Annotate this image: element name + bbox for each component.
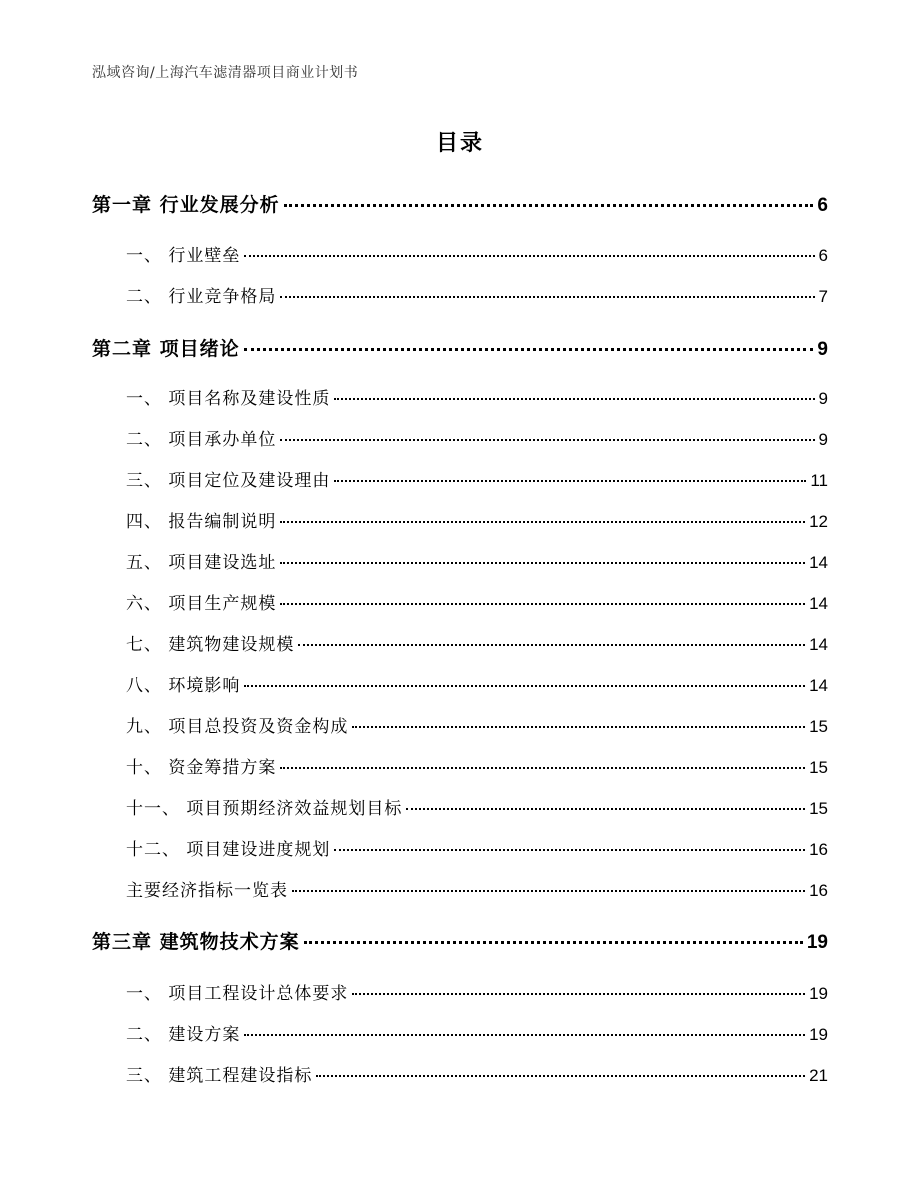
toc-section[interactable] — [126, 671, 828, 696]
toc-entry-label: 第二章 项目绪论 — [92, 338, 240, 360]
toc-page-number: 16 — [809, 840, 828, 859]
dot-leader — [280, 296, 814, 298]
dot-leader — [352, 993, 805, 995]
dot-leader — [292, 890, 805, 892]
dot-leader — [334, 398, 814, 400]
toc-page-number: 9 — [818, 430, 828, 449]
toc-page-number: 6 — [818, 246, 828, 265]
toc-page-number: 14 — [809, 635, 828, 654]
toc-entry-label: 十二、 项目建设进度规划 — [126, 840, 331, 860]
toc-page-number: 14 — [809, 553, 828, 572]
running-header: 泓域咨询/上海汽车滤清器项目商业计划书 — [92, 65, 359, 81]
toc-entry-label: 三、 项目定位及建设理由 — [126, 471, 331, 491]
toc-page-number: 19 — [809, 1025, 828, 1044]
toc-section[interactable] — [126, 630, 828, 655]
toc-page-number: 14 — [809, 594, 828, 613]
toc-entry-label: 四、 报告编制说明 — [126, 512, 277, 532]
toc-page-number: 16 — [809, 881, 828, 900]
toc-entry-label: 二、 项目承办单位 — [126, 430, 277, 450]
toc-page-number: 11 — [810, 471, 828, 490]
toc-section[interactable] — [126, 282, 828, 307]
toc-entry-label: 十、 资金筹措方案 — [126, 758, 277, 778]
dot-leader — [280, 562, 805, 564]
toc-entry-label: 第一章 行业发展分析 — [92, 194, 280, 216]
toc-page-number: 7 — [818, 287, 828, 306]
toc-section[interactable] — [126, 835, 828, 860]
toc-page-number: 15 — [809, 799, 828, 818]
toc-page-number: 15 — [809, 717, 828, 736]
dot-leader — [334, 849, 805, 851]
toc-section[interactable] — [126, 241, 828, 266]
dot-leader — [352, 726, 805, 728]
toc-section[interactable] — [126, 589, 828, 614]
dot-leader — [334, 480, 806, 482]
toc-entry-label: 九、 项目总投资及资金构成 — [126, 717, 349, 737]
dot-leader — [244, 348, 814, 351]
toc-chapter-1[interactable] — [92, 190, 828, 217]
dot-leader — [316, 1075, 805, 1077]
toc-entry-label: 八、 环境影响 — [126, 676, 241, 696]
toc-entry-label: 七、 建筑物建设规模 — [126, 635, 295, 655]
dot-leader — [304, 941, 803, 944]
toc-page-number: 21 — [809, 1066, 828, 1085]
dot-leader — [244, 1034, 805, 1036]
toc-entry-label: 三、 建筑工程建设指标 — [126, 1066, 313, 1086]
toc-entry-label: 五、 项目建设选址 — [126, 553, 277, 573]
toc-section[interactable] — [126, 548, 828, 573]
toc-page-number: 15 — [809, 758, 828, 777]
toc-chapter-2[interactable] — [92, 334, 828, 361]
toc-entry-label: 一、 项目名称及建设性质 — [126, 389, 331, 409]
toc-section[interactable] — [126, 712, 828, 737]
dot-leader — [280, 521, 805, 523]
toc-section[interactable] — [126, 507, 828, 532]
toc-section[interactable] — [126, 1061, 828, 1086]
toc-entry-label: 十一、 项目预期经济效益规划目标 — [126, 799, 403, 819]
toc-section[interactable] — [126, 1020, 828, 1045]
toc-section[interactable] — [126, 979, 828, 1004]
toc-page-number: 12 — [809, 512, 828, 531]
dot-leader — [298, 644, 805, 646]
toc-page-number: 14 — [809, 676, 828, 695]
dot-leader — [280, 767, 805, 769]
toc-page-number: 19 — [806, 932, 828, 953]
toc-section[interactable] — [126, 794, 828, 819]
page-title: 目录 — [435, 131, 484, 156]
dot-leader — [244, 685, 805, 687]
toc-page-number: 9 — [817, 339, 828, 360]
toc-section[interactable] — [126, 466, 828, 491]
toc-section[interactable] — [126, 384, 828, 409]
toc-section[interactable] — [126, 876, 828, 901]
dot-leader — [406, 808, 805, 810]
toc-entry-label: 一、 项目工程设计总体要求 — [126, 984, 349, 1004]
toc-entry-label: 一、 行业壁垒 — [126, 246, 241, 266]
toc-page-number: 6 — [817, 195, 828, 216]
toc-chapter-3[interactable] — [92, 927, 828, 954]
dot-leader — [280, 439, 814, 441]
dot-leader — [244, 255, 814, 257]
toc-entry-label: 二、 建设方案 — [126, 1025, 241, 1045]
toc-page-number: 19 — [809, 984, 828, 1003]
dot-leader — [284, 204, 814, 207]
toc-entry-label: 二、 行业竞争格局 — [126, 287, 277, 307]
toc-entry-label: 主要经济指标一览表 — [126, 881, 288, 901]
toc-entry-label: 第三章 建筑物技术方案 — [92, 931, 300, 953]
dot-leader — [280, 603, 805, 605]
toc-page-number: 9 — [818, 389, 828, 408]
toc-section[interactable] — [126, 425, 828, 450]
toc-section[interactable] — [126, 753, 828, 778]
toc-entry-label: 六、 项目生产规模 — [126, 594, 277, 614]
